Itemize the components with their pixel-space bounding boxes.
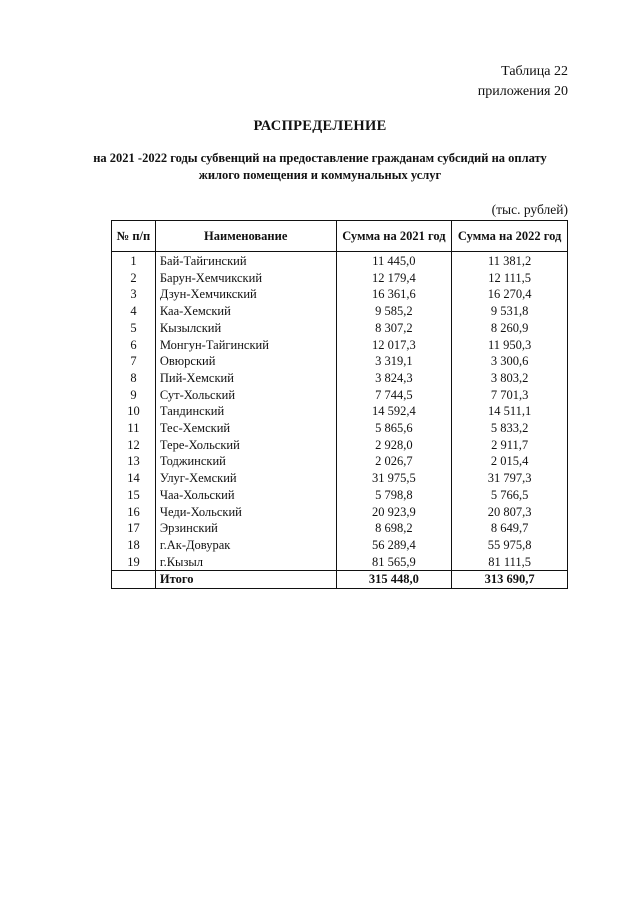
row-name: Пий-Хемский <box>155 370 336 387</box>
row-sum-2021: 56 289,4 <box>336 537 452 554</box>
row-name: Монгун-Тайгинский <box>155 337 336 354</box>
row-sum-2022: 5 766,5 <box>452 487 568 504</box>
row-number: 13 <box>112 453 156 470</box>
appendix-number-label: приложения 20 <box>477 84 568 99</box>
table-row <box>112 353 568 370</box>
row-name: Тес-Хемский <box>155 420 336 437</box>
row-name: Тоджинский <box>155 453 336 470</box>
row-name: Тере-Хольский <box>155 437 336 454</box>
table-row <box>112 303 568 320</box>
table-row <box>112 537 568 554</box>
row-name: Чеди-Хольский <box>155 504 336 521</box>
row-sum-2022: 12 111,5 <box>452 270 568 287</box>
row-number: 14 <box>112 470 156 487</box>
row-number: 12 <box>112 437 156 454</box>
row-sum-2021: 16 361,6 <box>336 286 452 303</box>
row-sum-2022: 14 511,1 <box>452 403 568 420</box>
total-sum-2021: 315 448,0 <box>336 571 452 589</box>
total-row <box>112 571 568 589</box>
table-row <box>112 286 568 303</box>
row-name: Тандинский <box>155 403 336 420</box>
row-sum-2021: 7 744,5 <box>336 387 452 404</box>
row-sum-2021: 8 307,2 <box>336 320 452 337</box>
table-row <box>112 270 568 287</box>
row-name: Барун-Хемчикский <box>155 270 336 287</box>
row-sum-2022: 2 911,7 <box>452 437 568 454</box>
distribution-table <box>111 220 568 589</box>
row-number: 15 <box>112 487 156 504</box>
column-header-name: Наименование <box>155 221 336 252</box>
row-sum-2022: 16 270,4 <box>452 286 568 303</box>
row-number: 1 <box>112 252 156 270</box>
row-sum-2021: 12 017,3 <box>336 337 452 354</box>
table-row <box>112 453 568 470</box>
table-row <box>112 437 568 454</box>
table-row <box>112 403 568 420</box>
table-row <box>112 504 568 521</box>
row-sum-2022: 81 111,5 <box>452 554 568 571</box>
row-name: Чаа-Хольский <box>155 487 336 504</box>
row-sum-2021: 5 865,6 <box>336 420 452 437</box>
row-sum-2021: 20 923,9 <box>336 504 452 521</box>
row-sum-2021: 8 698,2 <box>336 520 452 537</box>
table-row <box>112 520 568 537</box>
total-label: Итого <box>155 571 336 589</box>
row-name: Улуг-Хемский <box>155 470 336 487</box>
row-sum-2022: 8 649,7 <box>452 520 568 537</box>
total-number <box>112 571 156 589</box>
row-number: 10 <box>112 403 156 420</box>
row-name: Каа-Хемский <box>155 303 336 320</box>
row-sum-2021: 14 592,4 <box>336 403 452 420</box>
row-number: 4 <box>112 303 156 320</box>
table-row <box>112 387 568 404</box>
row-name: Овюрский <box>155 353 336 370</box>
table-row <box>112 420 568 437</box>
table-header-row <box>112 221 568 252</box>
row-sum-2022: 2 015,4 <box>452 453 568 470</box>
row-sum-2022: 20 807,3 <box>452 504 568 521</box>
column-header-sum-2022: Сумма на 2022 год <box>452 221 568 252</box>
row-sum-2022: 8 260,9 <box>452 320 568 337</box>
row-sum-2021: 2 928,0 <box>336 437 452 454</box>
row-sum-2021: 9 585,2 <box>336 303 452 320</box>
table-row <box>112 370 568 387</box>
row-name: г.Ак-Довурак <box>155 537 336 554</box>
row-name: Сут-Хольский <box>155 387 336 404</box>
row-sum-2022: 3 300,6 <box>452 353 568 370</box>
table-row <box>112 252 568 270</box>
column-header-number: № п/п <box>112 221 156 252</box>
row-number: 11 <box>112 420 156 437</box>
row-number: 8 <box>112 370 156 387</box>
table-number-label: Таблица 22 <box>501 64 568 79</box>
row-name: Бай-Тайгинский <box>155 252 336 270</box>
document-subtitle: на 2021 -2022 годы субвенций на предоставление гражданам субсидий на оплату жилого помещения и коммунальных услуг <box>93 151 547 182</box>
row-number: 5 <box>112 320 156 337</box>
row-number: 7 <box>112 353 156 370</box>
row-number: 18 <box>112 537 156 554</box>
row-number: 6 <box>112 337 156 354</box>
row-sum-2022: 11 950,3 <box>452 337 568 354</box>
row-number: 19 <box>112 554 156 571</box>
row-number: 16 <box>112 504 156 521</box>
units-label: (тыс. рублей) <box>491 202 568 217</box>
row-sum-2022: 11 381,2 <box>452 252 568 270</box>
row-sum-2022: 9 531,8 <box>452 303 568 320</box>
table-row <box>112 470 568 487</box>
row-sum-2022: 31 797,3 <box>452 470 568 487</box>
row-name: Кызылский <box>155 320 336 337</box>
row-number: 2 <box>112 270 156 287</box>
row-sum-2021: 11 445,0 <box>336 252 452 270</box>
table-row <box>112 487 568 504</box>
row-number: 9 <box>112 387 156 404</box>
document-title: РАСПРЕДЕЛЕНИЕ <box>253 118 387 134</box>
row-sum-2022: 5 833,2 <box>452 420 568 437</box>
row-sum-2021: 3 319,1 <box>336 353 452 370</box>
row-name: Эрзинский <box>155 520 336 537</box>
row-name: Дзун-Хемчикский <box>155 286 336 303</box>
row-number: 17 <box>112 520 156 537</box>
total-sum-2022: 313 690,7 <box>452 571 568 589</box>
table-row <box>112 554 568 571</box>
row-number: 3 <box>112 286 156 303</box>
column-header-sum-2021: Сумма на 2021 год <box>336 221 452 252</box>
row-sum-2021: 12 179,4 <box>336 270 452 287</box>
row-sum-2022: 7 701,3 <box>452 387 568 404</box>
table-row <box>112 320 568 337</box>
row-sum-2021: 3 824,3 <box>336 370 452 387</box>
row-name: г.Кызыл <box>155 554 336 571</box>
row-sum-2021: 31 975,5 <box>336 470 452 487</box>
table-body <box>112 252 568 589</box>
table-row <box>112 337 568 354</box>
row-sum-2022: 55 975,8 <box>452 537 568 554</box>
row-sum-2021: 2 026,7 <box>336 453 452 470</box>
row-sum-2021: 81 565,9 <box>336 554 452 571</box>
table-reference <box>478 62 568 102</box>
row-sum-2022: 3 803,2 <box>452 370 568 387</box>
row-sum-2021: 5 798,8 <box>336 487 452 504</box>
